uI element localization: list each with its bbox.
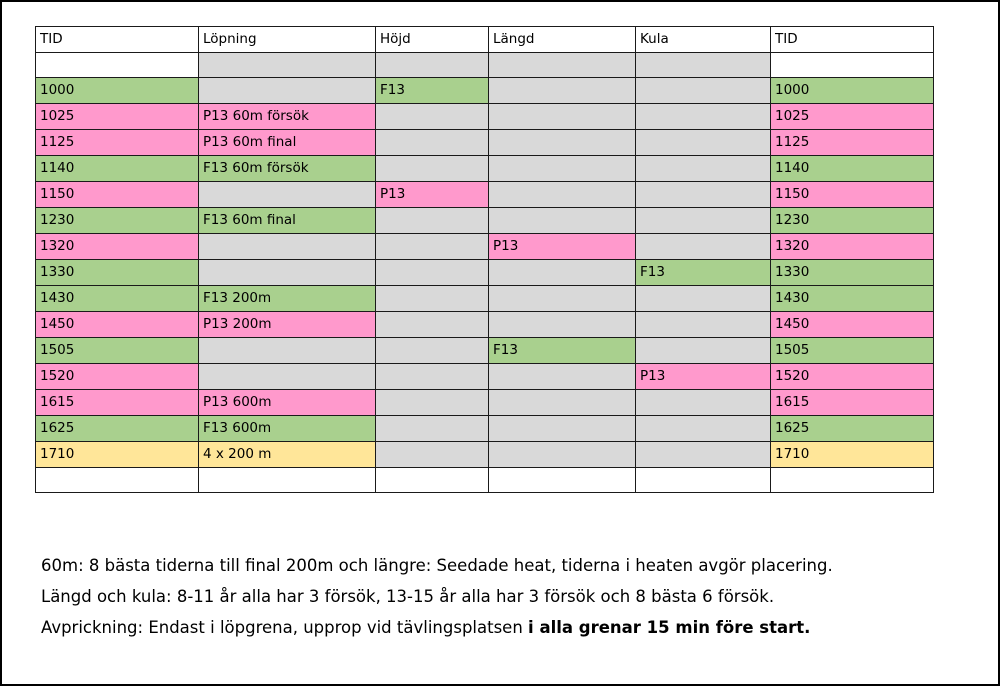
langd-cell	[489, 156, 636, 182]
time-left: 1025	[36, 104, 199, 130]
lopning-cell	[199, 260, 376, 286]
time-left: 1615	[36, 390, 199, 416]
time-right: 1150	[771, 182, 934, 208]
kula-cell	[636, 182, 771, 208]
time-right: 1140	[771, 156, 934, 182]
time-right: 1710	[771, 442, 934, 468]
table-row	[36, 53, 934, 78]
time-left: 1320	[36, 234, 199, 260]
time-left	[36, 53, 199, 78]
lopning-cell	[199, 338, 376, 364]
note-line-3-plain: Avprickning: Endast i löpgrena, upprop vid tävlingsplatsen	[41, 618, 529, 637]
hojd-cell	[376, 208, 489, 234]
table-row	[36, 156, 934, 182]
time-right: 1230	[771, 208, 934, 234]
schedule-table	[35, 26, 934, 493]
time-right: 1000	[771, 78, 934, 104]
langd-cell	[489, 260, 636, 286]
table-row	[36, 312, 934, 338]
lopning-cell: F13 200m	[199, 286, 376, 312]
time-right: 1505	[771, 338, 934, 364]
note-line-3-bold: i alla grenar 15 min före start.	[528, 618, 811, 637]
hojd-cell	[376, 364, 489, 390]
notes-block	[41, 550, 833, 643]
time-left: 1450	[36, 312, 199, 338]
table-row	[36, 364, 934, 390]
kula-cell	[636, 338, 771, 364]
time-right: 1520	[771, 364, 934, 390]
lopning-cell	[199, 182, 376, 208]
schedule-body	[36, 27, 934, 493]
kula-cell	[636, 78, 771, 104]
langd-cell: F13	[489, 338, 636, 364]
time-left: 1230	[36, 208, 199, 234]
hojd-cell	[376, 468, 489, 493]
lopning-cell	[199, 78, 376, 104]
hojd-cell	[376, 390, 489, 416]
note-line-1: 60m: 8 bästa tiderna till final 200m och längre: Seedade heat, tiderna i heaten avgör placering.	[41, 556, 833, 575]
lopning-cell: F13 60m final	[199, 208, 376, 234]
table-row	[36, 208, 934, 234]
lopning-cell: P13 600m	[199, 390, 376, 416]
hojd-cell: F13	[376, 78, 489, 104]
hojd-cell	[376, 260, 489, 286]
langd-cell	[489, 390, 636, 416]
time-left: 1505	[36, 338, 199, 364]
langd-cell: P13	[489, 234, 636, 260]
lopning-cell: 4 x 200 m	[199, 442, 376, 468]
langd-cell	[489, 182, 636, 208]
kula-cell: F13	[636, 260, 771, 286]
table-row	[36, 416, 934, 442]
time-left: 1150	[36, 182, 199, 208]
langd-cell	[489, 442, 636, 468]
header-tid-left: TID	[36, 27, 199, 53]
hojd-cell	[376, 312, 489, 338]
time-right: 1125	[771, 130, 934, 156]
time-right: 1430	[771, 286, 934, 312]
kula-cell	[636, 390, 771, 416]
langd-cell	[489, 130, 636, 156]
time-right: 1450	[771, 312, 934, 338]
table-row	[36, 442, 934, 468]
kula-cell	[636, 234, 771, 260]
lopning-cell: P13 200m	[199, 312, 376, 338]
time-left: 1000	[36, 78, 199, 104]
lopning-cell: F13 600m	[199, 416, 376, 442]
note-line-3	[41, 612, 833, 643]
time-left: 1710	[36, 442, 199, 468]
kula-cell	[636, 442, 771, 468]
header-lopning: Löpning	[199, 27, 376, 53]
table-row	[36, 338, 934, 364]
lopning-cell	[199, 468, 376, 493]
time-right: 1615	[771, 390, 934, 416]
table-row	[36, 104, 934, 130]
time-left	[36, 468, 199, 493]
time-left: 1520	[36, 364, 199, 390]
hojd-cell	[376, 104, 489, 130]
table-row	[36, 78, 934, 104]
table-row	[36, 130, 934, 156]
langd-cell	[489, 416, 636, 442]
lopning-cell: F13 60m försök	[199, 156, 376, 182]
langd-cell	[489, 208, 636, 234]
lopning-cell	[199, 234, 376, 260]
kula-cell	[636, 312, 771, 338]
header-langd: Längd	[489, 27, 636, 53]
time-left: 1125	[36, 130, 199, 156]
note-line-2: Längd och kula: 8-11 år alla har 3 försök, 13-15 år alla har 3 försök och 8 bästa 6 försök.	[41, 587, 775, 606]
kula-cell	[636, 130, 771, 156]
lopning-cell	[199, 364, 376, 390]
langd-cell	[489, 312, 636, 338]
kula-cell	[636, 156, 771, 182]
table-row	[36, 468, 934, 493]
lopning-cell: P13 60m final	[199, 130, 376, 156]
kula-cell: P13	[636, 364, 771, 390]
header-kula: Kula	[636, 27, 771, 53]
langd-cell	[489, 78, 636, 104]
table-row	[36, 260, 934, 286]
time-right: 1025	[771, 104, 934, 130]
kula-cell	[636, 104, 771, 130]
time-right	[771, 468, 934, 493]
hojd-cell	[376, 286, 489, 312]
lopning-cell: P13 60m försök	[199, 104, 376, 130]
time-left: 1430	[36, 286, 199, 312]
kula-cell	[636, 53, 771, 78]
langd-cell	[489, 468, 636, 493]
hojd-cell	[376, 130, 489, 156]
hojd-cell	[376, 53, 489, 78]
kula-cell	[636, 416, 771, 442]
table-row	[36, 182, 934, 208]
table-row	[36, 286, 934, 312]
header-tid-right: TID	[771, 27, 934, 53]
table-row	[36, 234, 934, 260]
kula-cell	[636, 208, 771, 234]
hojd-cell	[376, 156, 489, 182]
time-right: 1320	[771, 234, 934, 260]
time-right	[771, 53, 934, 78]
hojd-cell	[376, 234, 489, 260]
time-left: 1140	[36, 156, 199, 182]
header-hojd: Höjd	[376, 27, 489, 53]
time-right: 1330	[771, 260, 934, 286]
langd-cell	[489, 104, 636, 130]
hojd-cell	[376, 442, 489, 468]
hojd-cell	[376, 416, 489, 442]
time-left: 1330	[36, 260, 199, 286]
hojd-cell	[376, 338, 489, 364]
langd-cell	[489, 286, 636, 312]
header-row	[36, 27, 934, 53]
langd-cell	[489, 364, 636, 390]
time-left: 1625	[36, 416, 199, 442]
kula-cell	[636, 286, 771, 312]
table-row	[36, 390, 934, 416]
lopning-cell	[199, 53, 376, 78]
time-right: 1625	[771, 416, 934, 442]
hojd-cell: P13	[376, 182, 489, 208]
kula-cell	[636, 468, 771, 493]
langd-cell	[489, 53, 636, 78]
